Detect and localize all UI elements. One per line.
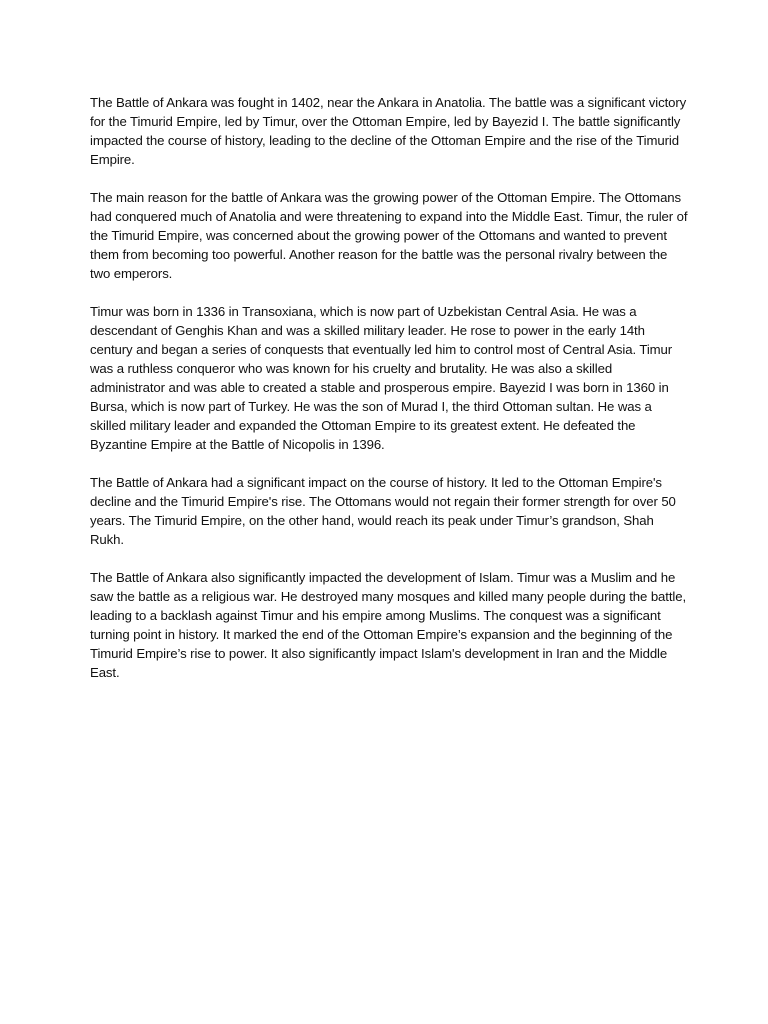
paragraph-leaders: Timur was born in 1336 in Transoxiana, which is now part of Uzbekistan Central Asia. He was a descendant of Genghis Khan and was a skilled military leader. He rose to power in the early 14th century and began a series of conquests that eventually led him to control most of Central Asia. Timur was a ruthless conqueror who was known for his cruelty and brutality. He was also a skilled administrator and was able to created a stable and prosperous empire. Bayezid I was born in 1360 in Bursa, which is now part of Turkey. He was the son of Murad I, the third Ottoman sultan. He was a skilled military leader and expanded the Ottoman Empire to its greatest extent. He defeated the Byzantine Empire at the Battle of Nicopolis in 1396.: [90, 304, 673, 452]
paragraph-intro: The Battle of Ankara was fought in 1402, near the Ankara in Anatolia. The battle was a significant victory for the Timurid Empire, led by Timur, over the Ottoman Empire, led by Bayezid I. The battle significantly impacted the course of history, leading to the decline of the Ottoman Empire and the rise of the Timurid Empire.: [90, 95, 687, 167]
paragraph-islam: The Battle of Ankara also significantly impacted the development of Islam. Timur was a Muslim and he saw the battle as a religious war. He destroyed many mosques and killed many people during the battle, leading to a backlash against Timur and his empire among Muslims. The conquest was a significant turning point in history. It marked the end of the Ottoman Empire’s expansion and the beginning of the Timurid Empire’s rise to power. It also significantly impact Islam's development in Iran and the Middle East.: [90, 570, 687, 680]
paragraph-causes: The main reason for the battle of Ankara was the growing power of the Ottoman Empire. The Ottomans had conquered much of Anatolia and were threatening to expand into the Middle East. Timur, the ruler of the Timurid Empire, was concerned about the growing power of the Ottomans and wanted to prevent them from becoming too powerful. Another reason for the battle was the personal rivalry between the two emperors.: [90, 190, 688, 281]
paragraph-impact: The Battle of Ankara had a significant impact on the course of history. It led to the Ottoman Empire's decline and the Timurid Empire's rise. The Ottomans would not regain their former strength for over 50 years. The Timurid Empire, on the other hand, would reach its peak under Timur’s grandson, Shah Rukh.: [90, 475, 676, 547]
document-body: [90, 93, 690, 701]
